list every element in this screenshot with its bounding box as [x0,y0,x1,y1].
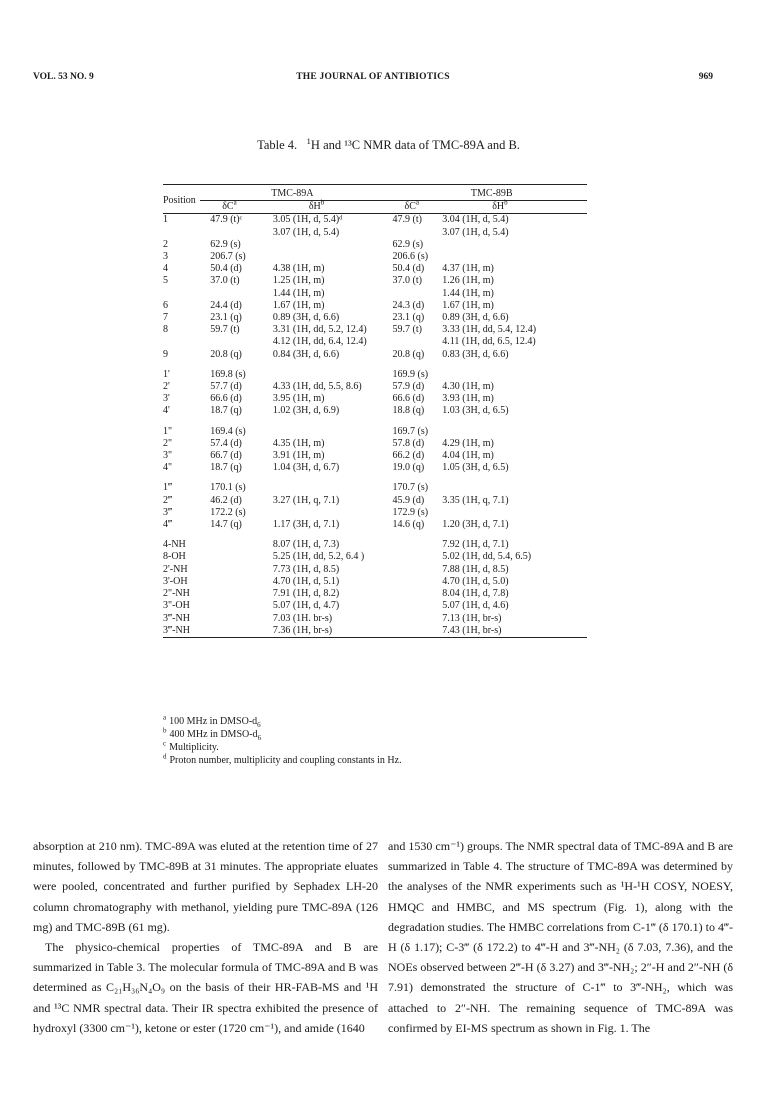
cell-dc-b [385,600,443,612]
dh-b-sup: b [504,198,508,207]
cell-dc-a: 18.7 (q) [210,405,242,417]
cell-dc-b [385,613,443,625]
cell-dh-b: 3.33 (1H, dd, 5.4, 12.4) [442,324,537,336]
cell-dh-b: 3.93 (1H, m) [442,393,494,405]
cell-dc-a: 18.7 (q) [210,462,242,474]
cell-dh-a: 7.36 (1H, br-s) [272,624,333,636]
table-caption: Table 4. $^1$H and ¹³C NMR data of TMC-89A and B. [257,135,520,152]
cell-dc-b: 66.2 (d) [392,450,425,462]
cell-dc-a [200,551,273,563]
cell-position: 1' [163,368,170,380]
cell-position: 9 [163,348,168,360]
cell-dh-b: 1.05 (3H, d, 6.5) [442,462,509,474]
cell-dh-a: 7.03 (1H. br-s) [272,612,333,624]
cell-position: 3‴-NH [163,624,190,636]
table-row [163,462,587,474]
footnote-text: 400 MHz in DMSO-d [169,729,258,740]
cell-dh-a: 3.31 (1H, dd, 5.2, 12.4) [272,324,367,336]
cell-dc-b: 62.9 (s) [392,238,424,250]
footnote-text: 100 MHz in DMSO-d [169,716,258,727]
footnote-text: Multiplicity. [169,742,219,753]
cell-dc-a: 206.7 (s) [210,251,246,263]
page-number: 969 [698,72,713,82]
cell-dh-a: 4.33 (1H, dd, 5.5, 8.6) [272,381,362,393]
footnote [163,741,402,754]
cell-dc-a: 66.6 (d) [210,393,242,405]
cell-dc-b [385,588,443,600]
cell-dc-a: 24.4 (d) [210,299,242,311]
cell-dc-b: 14.6 (q) [392,519,425,531]
cell-dc-b: 24.3 (d) [392,299,425,311]
cell-dc-b: 172.9 (s) [392,506,429,518]
row-gap [163,531,587,539]
nmr-table [163,184,587,638]
cell-dh-a: 4.38 (1H, m) [272,263,325,275]
footnote-marker: b [163,726,167,735]
cell-dc-b: 57.9 (d) [392,381,425,393]
cell-dc-a: 172.2 (s) [210,506,246,518]
body-column-right [388,836,733,1038]
footnote-subscript: 6 [257,721,261,729]
table-row [163,312,587,324]
cell-dc-b [385,539,443,551]
table-row [163,450,587,462]
footnote [163,754,402,767]
header-group-b: TMC-89B [385,185,587,201]
cell-dh-a [273,251,385,263]
footnote-text: Proton number, multiplicity and coupling constants in Hz. [169,755,402,766]
journal-title: THE JOURNAL OF ANTIBIOTICS [296,72,450,82]
table-row [163,625,587,638]
cell-position: 5 [163,275,168,287]
cell-dc-a [200,227,273,239]
cell-position [163,288,200,300]
cell-dh-a [273,369,385,381]
table-row [163,519,587,531]
cell-dh-b [442,369,587,381]
cell-dc-a [200,576,273,588]
table-row [163,495,587,507]
cell-dc-b: 57.8 (d) [392,437,425,449]
cell-dh-b: 7.43 (1H, br-s) [442,624,502,636]
cell-dh-b: 5.07 (1H, d, 4.6) [442,600,509,612]
cell-position: 4-NH [163,539,186,551]
table-row [163,438,587,450]
footnote-marker: d [163,752,167,761]
cell-dh-a: 4.35 (1H, m) [272,437,325,449]
cell-position: 4' [163,405,170,417]
cell-dh-b: 7.92 (1H, d, 7.1) [442,539,509,551]
running-header [33,72,713,86]
header-dc-b [385,198,443,214]
cell-dh-a: 1.02 (3H, d, 6.9) [272,405,340,417]
dc-b-sup: a [415,198,420,207]
cell-position: 2' [163,381,170,393]
cell-dh-a: 1.04 (3H, d, 6.7) [272,462,340,474]
table-row [163,613,587,625]
table-row [163,405,587,417]
table-row [163,551,587,563]
dh-a-symbol: δH [308,201,321,213]
cell-position [163,336,200,348]
cell-position: 2 [163,238,168,250]
cell-dc-a: 14.7 (q) [210,519,242,531]
cell-dh-b: 5.02 (1H, dd, 5.4, 6.5) [442,551,532,563]
cell-dh-a: 5.25 (1H, dd, 5.2, 6.4 ) [272,551,365,563]
cell-dh-b [442,482,587,494]
cell-dc-a [200,588,273,600]
footnote [163,728,402,741]
cell-dh-b: 4.04 (1H, m) [442,450,494,462]
header-position: Position [163,194,196,206]
cell-dh-a: 3.91 (1H, m) [272,450,325,462]
row-gap [163,418,587,426]
cell-dc-a: 169.4 (s) [210,425,246,437]
table-row [163,588,587,600]
cell-dc-a [200,539,273,551]
cell-dh-a [273,482,385,494]
table-row [163,214,587,227]
row-gap-cell [163,531,587,539]
cell-position: 3'-OH [163,575,188,587]
cell-position: 3 [163,251,168,263]
cell-dh-b [442,251,587,263]
cell-dc-b: 45.9 (d) [392,494,425,506]
cell-dh-b: 0.89 (3H, d, 6.6) [442,312,509,324]
cell-dh-a: 3.05 (1H, d, 5.4)ᵈ [272,214,343,226]
cell-dh-b: 3.35 (1H, q, 7.1) [442,494,509,506]
cell-dh-a: 0.89 (3H, d, 6.6) [272,312,340,324]
table-row [163,507,587,519]
cell-dc-b: 19.0 (q) [392,462,425,474]
cell-position: 1‴ [163,482,173,494]
body-paragraph: The physico-chemical properties of TMC-89A and B are summarized in Table 3. The molecular formula of TMC-89A and B was determined as C₂₁H₃₆N₄O₉ on the basis of their HR-FAB-MS and ¹H and ¹³C NMR spectral data. Their IR spectra exhibited the presence of hydroxyl (3300 cm⁻¹), ketone or ester (1720 cm⁻¹), and amide (1640 [33,940,378,1035]
row-gap [163,361,587,369]
cell-dh-b: 4.37 (1H, m) [442,263,494,275]
cell-dc-a: 169.8 (s) [210,368,246,380]
cell-dc-b [385,625,443,638]
row-gap-cell [163,361,587,369]
cell-dc-b [385,227,443,239]
dh-a-sup: b [320,198,325,207]
cell-dc-a: 57.7 (d) [210,381,242,393]
cell-dh-a: 4.70 (1H, d, 5.1) [272,575,340,587]
cell-dh-b [442,507,587,519]
cell-dh-b: 1.20 (3H, d, 7.1) [442,519,509,531]
cell-dc-b: 20.8 (q) [392,348,425,360]
cell-dh-a: 3.27 (1H, q, 7.1) [272,494,340,506]
table-footnotes [163,715,402,767]
cell-dh-b: 1.44 (1H, m) [442,287,494,299]
cell-dc-b: 170.7 (s) [392,482,429,494]
table-row [163,482,587,494]
cell-dc-a: 37.0 (t) [210,275,240,287]
header-dc-a [200,198,273,214]
cell-dc-b: 66.6 (d) [392,393,425,405]
cell-dh-b: 1.67 (1H, m) [442,299,494,311]
cell-position: 7 [163,312,168,324]
cell-position: 2"-NH [163,588,190,600]
cell-position: 2‴ [163,494,173,506]
cell-dh-b: 7.13 (1H, br-s) [442,612,502,624]
table-row [163,263,587,275]
body-paragraph: and 1530 cm⁻¹) groups. The NMR spectral data of TMC-89A and B are summarized in Table 4. The structure of TMC-89A was determined by the analyses of the NMR experiments such as ¹H-¹H COSY, NOESY, HMQC and HMBC, and MS spectrum (Fig. 1), along with the degradation studies. The HMBC correlations from C-1‴ (δ 170.1) to 4‴-H (δ 1.17); C-3‴ (δ 172.2) to 4‴-H and 3‴-NH₂ (δ 7.03, 7.36), and the NOEs observed between 2‴-H (δ 3.27) and 3‴-NH₂; 2″-H and 2″-NH (δ 7.91) demonstrated the structure of C-1‴ to 3‴-NH₂, which was attached to 2″-NH. The remaining sequence of TMC-89A was confirmed by EI-MS spectrum as shown in Fig. 1. The [388,839,733,1035]
cell-dh-a: 3.07 (1H, d, 5.4) [272,226,340,238]
row-gap-cell [163,474,587,482]
row-gap [163,474,587,482]
cell-position: 3"-OH [163,600,190,612]
cell-dc-a: 23.1 (q) [210,312,242,324]
table-row [163,275,587,287]
cell-dh-b: 4.29 (1H, m) [442,437,494,449]
header-dh-b [442,198,587,214]
cell-dh-b [442,426,587,438]
table-caption-prefix: Table 4. [257,138,298,152]
table-caption-text: H and ¹³C NMR data of TMC-89A and B. [310,138,520,152]
cell-dh-a [273,239,385,251]
cell-dc-b [385,551,443,563]
cell-dh-b: 4.70 (1H, d, 5.0) [442,575,509,587]
cell-dc-b [385,576,443,588]
header-group-a: TMC-89A [200,185,384,201]
cell-dh-a [273,507,385,519]
volume-label: VOL. 53 NO. 9 [33,72,94,82]
table-row [163,393,587,405]
table-row [163,369,587,381]
cell-dc-b: 37.0 (t) [392,275,422,287]
cell-dh-a [273,426,385,438]
cell-dh-b: 0.83 (3H, d, 6.6) [442,348,509,360]
cell-dc-a [200,600,273,612]
cell-dc-a [200,336,273,348]
dc-a-sup: a [233,198,237,207]
cell-position: 3' [163,393,170,405]
cell-position: 2" [163,437,173,449]
cell-position: 8-OH [163,551,186,563]
body-column-left [33,836,378,1038]
dc-b-symbol: δC [404,201,416,213]
cell-dc-b: 18.8 (q) [392,405,425,417]
cell-position: 3‴ [163,506,173,518]
table-row [163,539,587,551]
cell-dc-a: 62.9 (s) [210,238,241,250]
cell-dh-a: 8.07 (1H, d, 7.3) [272,539,340,551]
cell-dh-a: 1.25 (1H, m) [272,275,325,287]
row-gap-cell [163,418,587,426]
table-row [163,227,587,239]
table-row [163,576,587,588]
cell-dc-b: 169.9 (s) [392,368,429,380]
cell-dc-b [385,564,443,576]
table-row [163,381,587,393]
table-row [163,336,587,348]
cell-dc-a [200,564,273,576]
cell-dh-b: 4.30 (1H, m) [442,381,494,393]
footnote-marker: a [163,713,167,722]
cell-position: 4" [163,462,173,474]
cell-dc-b: 23.1 (q) [392,312,425,324]
cell-dc-a: 46.2 (d) [210,494,242,506]
cell-dc-a: 47.9 (t)ᶜ [210,214,243,226]
cell-dh-b: 1.26 (1H, m) [442,275,494,287]
table-row [163,288,587,300]
dh-b-symbol: δH [492,201,505,213]
cell-dh-a: 7.73 (1H, d, 8.5) [272,563,340,575]
cell-dh-b: 3.04 (1H, d, 5.4) [442,214,509,226]
cell-dc-b: 169.7 (s) [392,425,429,437]
cell-dc-b: 47.9 (t) [392,214,422,226]
table-row [163,239,587,251]
table-row [163,349,587,361]
footnote-marker: c [163,739,167,748]
footnote-subscript: 6 [257,734,262,742]
cell-dh-a: 3.95 (1H, m) [272,393,325,405]
cell-dh-a: 1.67 (1H, m) [272,299,325,311]
cell-dc-a [200,625,273,638]
cell-dh-b: 1.03 (3H, d, 6.5) [442,405,509,417]
cell-dh-a: 1.17 (3H, d, 7.1) [272,519,340,531]
cell-dh-b [442,239,587,251]
cell-dc-b: 59.7 (t) [392,324,422,336]
cell-dc-a: 57.4 (d) [210,437,242,449]
cell-dh-b: 8.04 (1H, d, 7.8) [442,588,509,600]
cell-dc-a: 66.7 (d) [210,450,242,462]
cell-position [163,227,200,239]
cell-dc-b [385,288,443,300]
body-paragraph: absorption at 210 nm). TMC-89A was eluted at the retention time of 27 minutes, followed by TMC-89B at 31 minutes. The appropriate eluates were pooled, concentrated and further purified by Sephadex LH-20 column chromatography with methanol, yielding pure TMC-89A (126 mg) and TMC-89B (61 mg). [33,839,378,934]
table-row [163,251,587,263]
cell-position: 2'-NH [163,563,188,575]
cell-dh-a: 0.84 (3H, d, 6.6) [272,348,340,360]
table-body [163,214,587,638]
cell-dh-a: 4.12 (1H, dd, 6.4, 12.4) [272,336,367,348]
footnote [163,715,402,728]
cell-dc-a: 20.8 (q) [210,348,242,360]
table-row [163,324,587,336]
cell-dc-a: 170.1 (s) [210,482,246,494]
cell-position: 4‴ [163,519,173,531]
header-dh-a [273,198,385,214]
dc-a-symbol: δC [222,201,234,213]
cell-position: 6 [163,299,168,311]
cell-dc-b: 50.4 (d) [392,263,425,275]
cell-dc-b [385,336,443,348]
cell-dh-a: 7.91 (1H, d, 8.2) [272,588,340,600]
cell-position: 3‴-NH [163,612,190,624]
cell-dh-b: 7.88 (1H, d, 8.5) [442,563,509,575]
cell-dh-a: 1.44 (1H, m) [272,287,325,299]
cell-dh-a: 5.07 (1H, d, 4.7) [272,600,340,612]
cell-position: 4 [163,263,168,275]
cell-position: 1 [163,214,168,226]
table-row [163,564,587,576]
cell-dc-a [200,288,273,300]
cell-position: 1" [163,425,173,437]
cell-dc-a: 50.4 (d) [210,263,242,275]
cell-dh-b: 3.07 (1H, d, 5.4) [442,226,509,238]
cell-position: 3" [163,450,173,462]
cell-position: 8 [163,324,168,336]
table-row [163,426,587,438]
cell-dh-b: 4.11 (1H, dd, 6.5, 12.4) [442,336,536,348]
cell-dc-b: 206.6 (s) [392,251,429,263]
table-row [163,300,587,312]
cell-dc-a: 59.7 (t) [210,324,240,336]
cell-dc-a [200,613,273,625]
table-row [163,600,587,612]
